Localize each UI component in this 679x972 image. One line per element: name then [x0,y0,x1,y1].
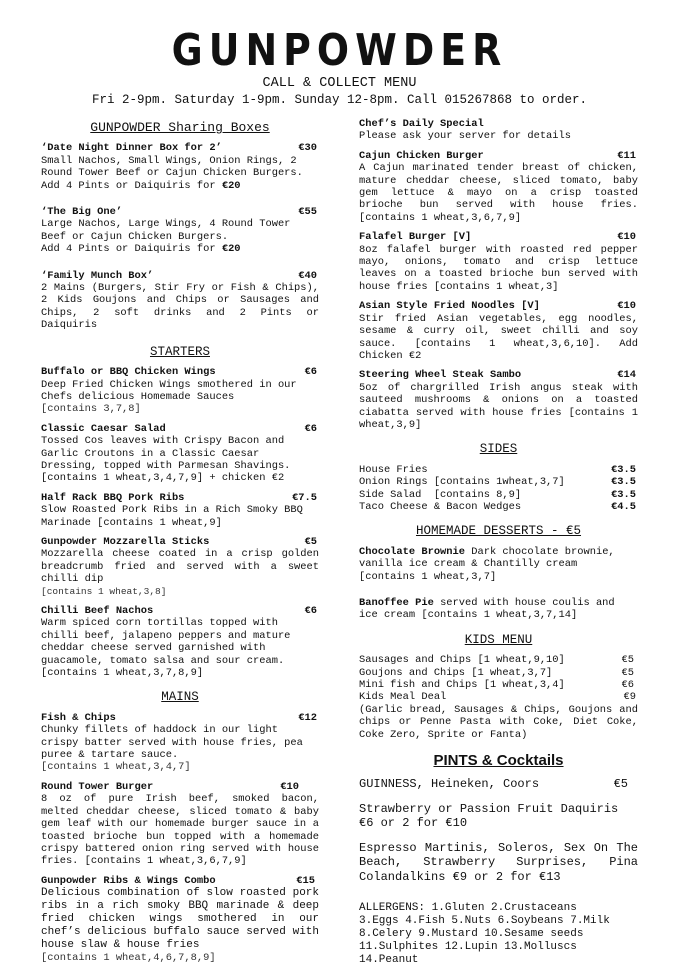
allergen-legend [359,902,638,966]
item-price: €12 [298,711,317,724]
addon-price: €20 [221,243,241,256]
item-description: Please ask your server for details [359,130,572,143]
kids-item-name: Goujons and Chips [1 wheat,3,7] [359,666,553,679]
item-description: 8oz falafel burger with roasted red pepper mayo, onions, tomato and crisp lettuce leaves on a toasted brioche bun served with house fries [contains 1 wheat,3] [359,243,638,293]
menu-item [41,712,319,774]
menu-item [359,231,638,293]
item-price: €55 [298,206,317,219]
item-price: €15 [296,874,315,887]
item-price: €6 [304,605,317,617]
side-price: €4.5 [611,500,636,513]
item-addon [41,243,319,255]
list-item [359,464,638,476]
item-description: served with house coulis and ice cream [contains 1 wheat,3,7,14] [359,597,615,622]
section-title-pints: PINTS & Cocktails [433,752,564,770]
kids-item-name: Sausages and Chips [1 wheat,9,10] [359,654,565,667]
daiquiris-offer: Strawberry or Passion Fruit Daquiris €6 or 2 for €10 [359,801,619,831]
list-item [359,489,638,501]
section-title-starters: STARTERS [149,344,210,359]
menu-item [41,492,319,529]
item-description: Delicious combination of slow roasted pork ribs in a rich smoky BBQ marinade & deep fried chicken wings smothered in our chef’s delicious buffalo sauce served with house slaw & house fries [41,887,319,952]
menu-item [41,605,319,679]
item-description: 5oz of chargrilled Irish angus steak with sauteed mushrooms & onions on a toasted ciabatta served with house fries [contains 1 wheat,3,9] [359,381,638,431]
allergen-line: 14.Peanut [359,953,419,966]
section-title-sides: SIDES [479,442,518,457]
section-title-kids: KIDS MENU [464,632,533,647]
kids-item-price: €5 [621,654,634,667]
list-item [359,679,638,691]
item-addon [41,180,319,192]
list-item [359,501,638,513]
item-name: ‘Date Night Dinner Box for 2’ [41,142,222,155]
item-name: Chocolate Brownie [359,545,466,558]
item-name: Falafel Burger [V] [359,231,472,244]
menu-item [41,536,319,598]
kids-item-name: Mini fish and Chips [1 wheat,3,4] [359,679,565,692]
item-name: Cajun Chicken Burger [359,149,484,162]
side-price: €3.5 [611,463,636,476]
item-price: €40 [298,269,317,282]
menu-header [0,25,679,108]
menu-item [359,597,638,622]
item-allergens: [contains 1 wheat,4,6,7,8,9] [41,952,216,965]
item-description: Large Nachos, Large Wings, 4 Round Tower Beef or Cajun Chicken Burgers. [41,218,291,243]
item-allergens: [contains 1 wheat,3,4,7,9] + chicken €2 [41,472,285,485]
item-description: Dark chocolate brownie, vanilla ice cream & Chantilly cream [359,545,615,571]
menu-item [359,150,638,224]
menu-item [359,369,638,431]
item-description: Chunky fillets of haddock in our light crispy batter served with house fries, pea puree & tartare sauce. [41,724,303,762]
addon-text: Add 4 Pints or Daiquiris for [41,243,222,256]
item-name: Gunpowder Ribs & Wings Combo [41,874,216,887]
menu-item [359,300,638,362]
item-description: 2 Mains (Burgers, Stir Fry or Fish & Chips), 2 Kids Goujons and Chips or Sausages and Chips, 2 soft drinks and 2 Pints or Daiquiris [41,282,319,332]
item-description: Stir fried Asian vegetables, egg noodles, sesame & curry oil, sweet chilli and soy sauce. [contains 1 wheat,3,6,10]. Add Chicken €2 [359,312,638,362]
allergen-line: 3.Eggs 4.Fish 5.Nuts 6.Soybeans 7.Milk [359,915,610,928]
item-price: €30 [298,142,317,155]
item-price: €11 [617,149,636,162]
beers-price: €5 [613,777,628,792]
item-name: Half Rack BBQ Pork Ribs [41,491,185,504]
cocktails-offer: Espresso Martinis, Soleros, Sex On The Beach, Strawberry Surprises, Pina Colandalkins €9 or 2 for €13 [359,840,638,884]
item-price: €5 [304,535,317,548]
item-name: Classic Caesar Salad [41,422,166,435]
side-name: Onion Rings [contains 1wheat,3,7] [359,476,565,489]
section-title-desserts: HOMEMADE DESSERTS - €5 [415,524,582,539]
item-allergens: [contains 3,7,8] [41,403,141,416]
item-price: €6 [304,422,317,435]
item-allergens: [contains 1 wheat,3,4,7] [41,761,191,774]
menu-subtitle: CALL & COLLECT MENU [262,76,417,91]
list-item [359,476,638,488]
item-description: A Cajun marinated tender breast of chicken, mature cheddar cheese, sliced tomato, baby gem lettuce & mayo on a crisp toasted brioche bun served with house fries. [contains 1 wheat,3,6,7,9] [359,162,638,224]
side-name: House Fries [359,463,428,476]
item-name: Steering Wheel Steak Sambo [359,369,522,382]
side-name: Taco Cheese & Bacon Wedges [359,500,522,513]
right-column [359,118,638,966]
item-price: €6 [304,366,317,379]
item-allergens: [contains 1 wheat,3,7,8,9] [41,667,204,680]
kids-meal-note: (Garlic bread, Sausages & Chips, Goujons and chips or Penne Pasta with Coke, Diet Coke, Coke Zero, Sprite or Fanta) [359,703,638,741]
item-name: Banoffee Pie [359,597,434,609]
kids-item-price: €9 [623,691,636,704]
item-name: Fish & Chips [41,711,116,724]
list-item [359,691,638,703]
item-price: €7.5 [292,491,317,504]
pints-section [359,777,638,884]
item-allergens: [contains 1 wheat,3,8] [41,585,167,597]
item-name: Buffalo or BBQ Chicken Wings [41,366,216,379]
menu-item [41,206,319,256]
item-price: €10 [617,231,636,244]
addon-text: Add 4 Pints or Daiquiris for [41,179,222,192]
menu-item [41,366,319,416]
item-name: Gunpowder Mozzarella Sticks [41,535,210,548]
kids-item-price: €5 [621,666,634,679]
item-name: ‘Family Munch Box’ [41,269,154,282]
list-item [359,654,638,666]
opening-hours: Fri 2-9pm. Saturday 1-9pm. Sunday 12-8pm. Call 015267868 to order. [91,93,588,107]
kids-item-name: Kids Meal Deal [359,691,447,704]
sides-list [359,464,638,514]
menu-item [41,142,319,192]
item-name: ‘The Big One’ [41,206,123,219]
section-title-sharing: GUNPOWDER Sharing Boxes [90,120,270,135]
kids-list [359,654,638,741]
menu-item [41,875,319,965]
item-price: €14 [617,369,636,382]
list-item [359,667,638,679]
item-description: Slow Roasted Pork Ribs in a Rich Smoky BBQ Marinade [contains 1 wheat,9] [41,504,303,529]
item-description: Small Nachos, Small Wings, Onion Rings, 2 Round Tower Beef or Cajun Chicken Burgers. [41,154,303,180]
chefs-special [359,118,638,143]
item-price: €10 [617,300,636,313]
side-name: Side Salad [contains 8,9] [359,488,522,501]
side-price: €3.5 [611,476,636,489]
allergen-line: 8.Celery 9.Mustard 10.Sesame seeds [359,928,584,941]
beers-list: GUINNESS, Heineken, Coors [359,777,540,792]
menu-item [41,781,319,868]
brand-title: GUNPOWDER [171,25,508,76]
kids-item-price: €6 [621,679,634,692]
beers-row [359,777,638,792]
item-name: Asian Style Fried Noodles [V] [359,300,540,313]
item-description: Mozzarella cheese coated in a crisp golden breadcrumb fried and served with a sweet chilli dip [41,548,319,586]
menu-item [41,423,319,485]
section-title-mains: MAINS [161,690,199,705]
item-name: Round Tower Burger [41,780,154,793]
item-price: €10 [280,780,299,793]
addon-price: €20 [221,179,241,192]
item-name: Chilli Beef Nachos [41,605,154,617]
side-price: €3.5 [611,488,636,501]
left-column [41,118,319,972]
item-name: Chef’s Daily Special [359,118,484,130]
allergen-line: ALLERGENS: 1.Gluten 2.Crustaceans [359,902,577,915]
menu-item [359,546,638,583]
allergen-line: 11.Sulphites 12.Lupin 13.Molluscs [359,940,577,953]
menu-item [41,270,319,332]
item-description: 8 oz of pure Irish beef, smoked bacon, melted cheddar cheese, sliced tomato & baby gem leaf with our homemade burger sauce in a toasted brioche bun topped with a homemade crispy battered onion ring served with house fries. [contains 1 wheat,3,6,7,9] [41,793,319,868]
item-description: Warm spiced corn tortillas topped with chilli beef, jalapeno peppers and mature cheddar cheese served garnished with guacamole, tomato salsa and sour cream. [41,617,291,667]
item-description: Tossed Cos leaves with Crispy Bacon and Garlic Croutons in a Classic Caesar Dressing, topped with Parmesan Shavings. [41,435,291,472]
item-allergens: [contains 1 wheat,3,7] [359,570,497,583]
item-description: Deep Fried Chicken Wings smothered in our Chefs delicious Homemade Sauces [41,378,297,403]
